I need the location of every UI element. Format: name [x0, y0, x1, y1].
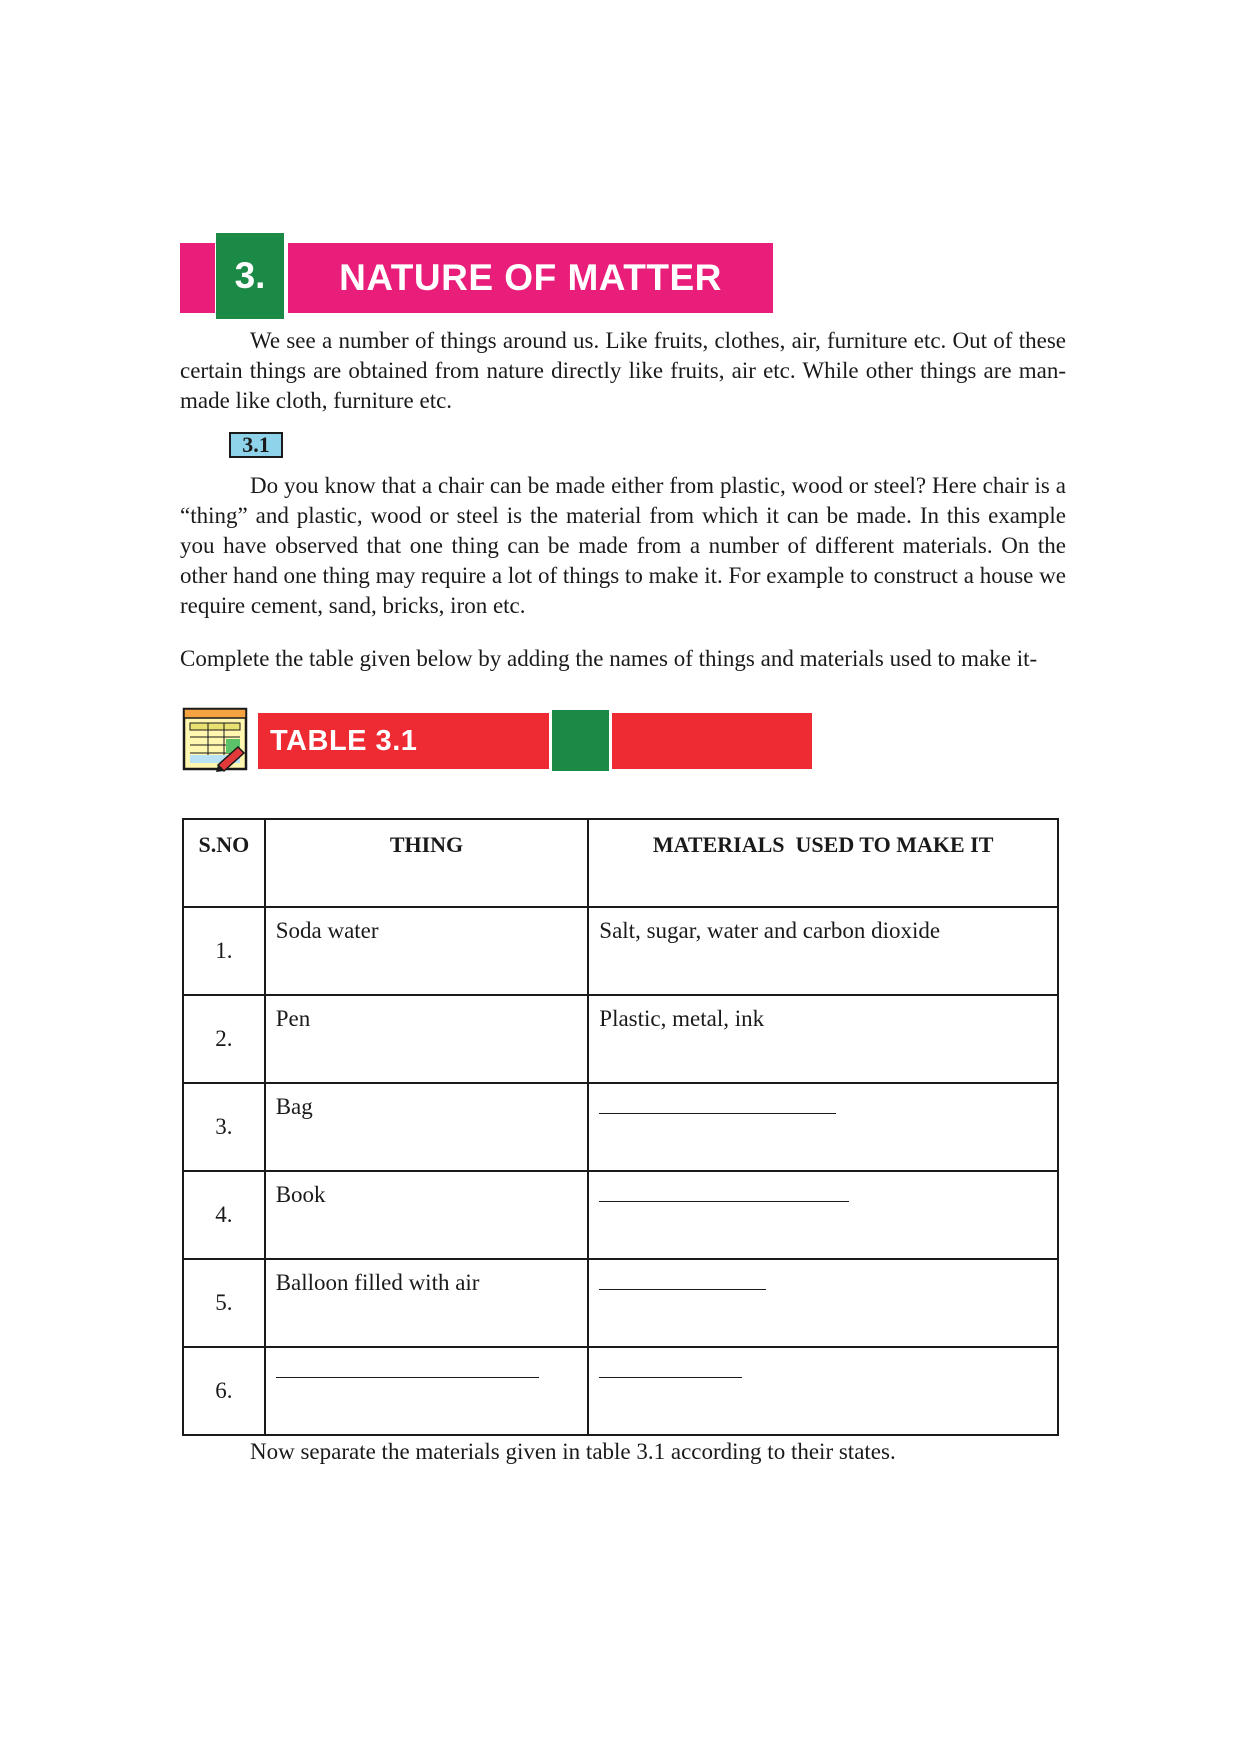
table-row: [183, 995, 1058, 1083]
closing-instruction: Now separate the materials given in table 3.1 according to their states.: [250, 1439, 896, 1464]
answer-blank[interactable]: [599, 1183, 849, 1202]
table-row: [183, 1259, 1058, 1347]
row-thing[interactable]: [265, 1347, 589, 1435]
row-sno: 5.: [183, 1259, 265, 1347]
table-row: [183, 1171, 1058, 1259]
row-sno: 1.: [183, 907, 265, 995]
intro-paragraph: We see a number of things around us. Like fruits, clothes, air, furniture etc. Out of these certain things are obtained from nature directly like fruits, air etc. While other things are man-made like cloth, furniture etc.: [180, 328, 1066, 413]
table-row: [183, 907, 1058, 995]
row-materials[interactable]: [588, 1347, 1058, 1435]
header-thing: THING: [265, 819, 589, 907]
table-header-row: [183, 819, 1058, 907]
row-materials[interactable]: [588, 1171, 1058, 1259]
answer-blank[interactable]: [599, 1359, 742, 1378]
row-sno: 2.: [183, 995, 265, 1083]
table-row: [183, 1083, 1058, 1171]
instruction-text: Complete the table given below by adding the names of things and materials used to make it-: [180, 646, 1038, 671]
table-label: TABLE 3.1: [258, 713, 549, 769]
row-sno: 3.: [183, 1083, 265, 1171]
chair-paragraph: Do you know that a chair can be made either from plastic, wood or steel? Here chair is a “thing” and plastic, wood or steel is the material from which it can be made. In this example you have observed that one thing can be made from a number of different materials. On the other hand one thing may require a lot of things to make it. For example to construct a house we require cement, sand, bricks, iron etc.: [180, 473, 1066, 618]
row-materials[interactable]: [588, 1259, 1058, 1347]
row-thing: Bag: [265, 1083, 589, 1171]
table-label-accent-red: [612, 713, 812, 769]
row-thing: Book: [265, 1171, 589, 1259]
chapter-number: 3.: [216, 233, 284, 319]
header-sno: S.NO: [183, 819, 265, 907]
section-badge: 3.1: [229, 432, 283, 458]
row-materials[interactable]: [588, 1083, 1058, 1171]
row-materials: Salt, sugar, water and carbon dioxide: [588, 907, 1058, 995]
answer-blank[interactable]: [599, 1095, 836, 1114]
table-icon: [182, 707, 250, 773]
header-materials: MATERIALS USED TO MAKE IT: [588, 819, 1058, 907]
row-thing: Soda water: [265, 907, 589, 995]
answer-blank[interactable]: [276, 1359, 539, 1378]
row-sno: 4.: [183, 1171, 265, 1259]
row-thing: Balloon filled with air: [265, 1259, 589, 1347]
chapter-title: NATURE OF MATTER: [288, 243, 773, 313]
materials-table: [182, 818, 1059, 1436]
row-sno: 6.: [183, 1347, 265, 1435]
answer-blank[interactable]: [599, 1271, 766, 1290]
table-label-accent-green: [552, 710, 609, 771]
row-materials: Plastic, metal, ink: [588, 995, 1058, 1083]
chapter-header-accent: [180, 243, 215, 313]
row-thing: Pen: [265, 995, 589, 1083]
table-row: [183, 1347, 1058, 1435]
